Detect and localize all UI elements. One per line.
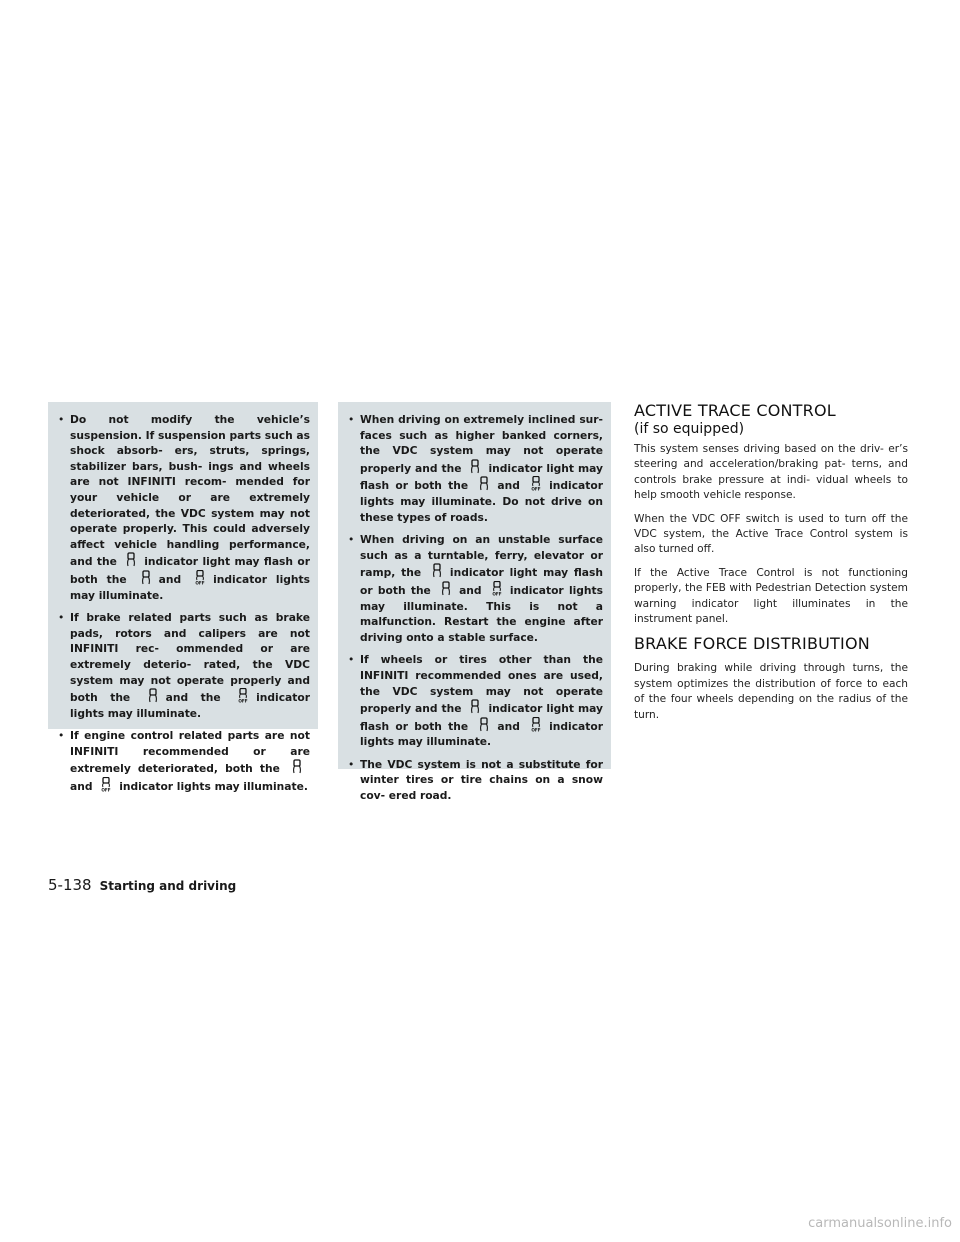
vdc-slip-indicator-icon bbox=[467, 459, 483, 474]
heading-subtitle: (if so equipped) bbox=[634, 421, 745, 437]
vdc-off-indicator-icon bbox=[235, 688, 251, 703]
bullet-text: and bbox=[497, 719, 520, 733]
vdc-off-indicator-icon bbox=[192, 570, 208, 585]
section-title: Starting and driving bbox=[99, 879, 237, 893]
bullet-text: indicator light may flash or both the bbox=[360, 566, 603, 597]
bullet-engine-parts bbox=[56, 728, 310, 794]
heading-active-trace-control: ACTIVE TRACE CONTROL bbox=[634, 401, 836, 420]
bullet-inclined-surfaces bbox=[346, 412, 603, 525]
bullet-suspension bbox=[56, 412, 310, 603]
bullet-text: If brake related parts such as brake pads, rotors and calipers are not INFINITI rec- ommended or are extremely deterio- rated, the VDC system may not operate properly and both the bbox=[70, 611, 310, 705]
bullet-text: indicator lights may illuminate. bbox=[70, 691, 310, 720]
bullet-text: and bbox=[70, 780, 93, 794]
vdc-slip-indicator-icon bbox=[429, 563, 445, 578]
vdc-slip-indicator-icon bbox=[289, 759, 305, 774]
paragraph: When the VDC OFF switch is used to turn off the VDC system, the Active Trace Control system is also turned off. bbox=[634, 512, 908, 556]
bullet-text: indicator lights may illuminate. bbox=[119, 780, 308, 794]
bullet-text: and the bbox=[165, 691, 221, 705]
vdc-slip-indicator-icon bbox=[476, 476, 492, 491]
vdc-off-indicator-icon bbox=[528, 476, 544, 491]
bullet-text: Do not modify the vehicle’s suspension. If suspension parts such as shock absorb- ers, struts, springs, stabilizer bars, bush- ings and wheels are not INFINITI recom- mended for your vehicle or are extremely deteriorated, the VDC system may not operate properly. This could adversely affect vehicle handling performance, and the bbox=[70, 413, 311, 569]
vdc-off-indicator-icon bbox=[528, 717, 544, 732]
bullet-text: If engine control related parts are not INFINITI recommended or are extremely deteriorated, both the bbox=[70, 729, 310, 776]
watermark: carmanualsonline.info bbox=[808, 1216, 952, 1231]
bullet-unstable-surface bbox=[346, 532, 603, 645]
paragraph: If the Active Trace Control is not functioning properly, the FEB with Pedestrian Detection system warning indicator light illuminates in the instrument panel. bbox=[634, 566, 908, 626]
bullet-text: indicator light may flash or both the bbox=[70, 555, 310, 586]
right-column bbox=[634, 402, 908, 731]
bullet-text: indicator lights may illuminate. Do not drive on these types of roads. bbox=[360, 479, 603, 524]
vdc-slip-indicator-icon bbox=[476, 717, 492, 732]
bullet-text: When driving on extremely inclined sur- faces such as higher banked corners, the VDC system may not operate properly and the bbox=[360, 413, 603, 475]
vdc-slip-indicator-icon bbox=[123, 552, 139, 567]
bullet-text: and bbox=[459, 583, 482, 597]
bullet-text: The VDC system is not a substitute for winter tires or tire chains on a snow cov- ered road. bbox=[360, 757, 603, 803]
bullet-text: If wheels or tires other than the INFINITI recommended ones are used, the VDC system may not operate properly and the bbox=[360, 653, 603, 716]
bullet-wheels-tires bbox=[346, 652, 603, 750]
vdc-slip-indicator-icon bbox=[145, 688, 161, 703]
vdc-off-indicator-icon bbox=[98, 777, 114, 792]
paragraph: This system senses driving based on the driv- er’s steering and acceleration/braking pat- terns, and controls brake pressure at indi- vidual wheels to help smooth vehicle response. bbox=[634, 443, 908, 502]
page-number: 5-138 bbox=[48, 876, 92, 894]
paragraph: During braking while driving through turns, the system optimizes the distribution of force to each of the four wheels depending on the radius of the turn. bbox=[634, 662, 908, 721]
bullet-text: and bbox=[497, 479, 520, 493]
page-footer bbox=[48, 876, 236, 894]
bullet-not-substitute bbox=[346, 757, 603, 804]
vdc-slip-indicator-icon bbox=[467, 699, 483, 714]
bullet-text: indicator light may flash or both the bbox=[360, 702, 603, 733]
vdc-slip-indicator-icon bbox=[438, 581, 454, 596]
bullet-brake-parts bbox=[56, 610, 310, 721]
caution-box-left bbox=[48, 402, 318, 794]
bullet-text: indicator lights may illuminate. This is not a malfunction. Restart the engine after driving onto a stable surface. bbox=[360, 583, 603, 644]
bullet-text: When driving on an unstable surface such as a turntable, ferry, elevator or ramp, the bbox=[360, 533, 603, 580]
vdc-slip-indicator-icon bbox=[138, 570, 154, 585]
caution-box-middle bbox=[338, 402, 611, 803]
vdc-off-indicator-icon bbox=[489, 581, 505, 596]
bullet-text: indicator lights may illuminate. bbox=[360, 719, 603, 749]
bullet-text: and bbox=[158, 572, 182, 586]
bullet-text: indicator lights may illuminate. bbox=[70, 572, 310, 602]
heading-brake-force-distribution: BRAKE FORCE DISTRIBUTION bbox=[634, 634, 870, 654]
bullet-text: indicator light may flash or both the bbox=[360, 461, 603, 493]
